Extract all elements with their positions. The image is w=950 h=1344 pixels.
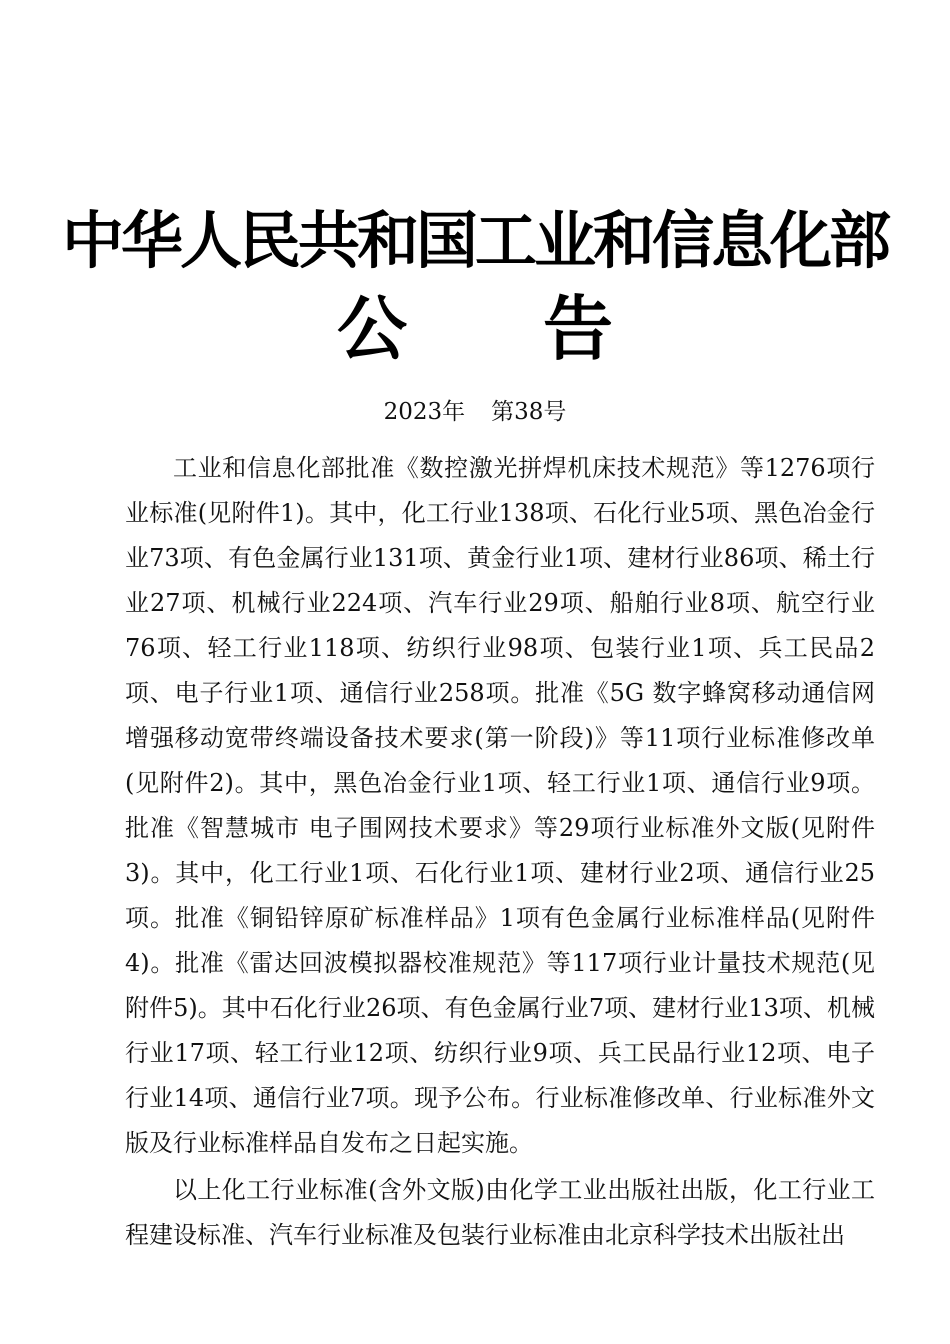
notice-title-char-2: 告 (543, 288, 613, 370)
document-issue-number: 第38号 (491, 399, 567, 425)
body-paragraph-1: 工业和信息化部批准《数控激光拼焊机床技术规范》等1276项行业标准(见附件1)。其中，化工行业138项、石化行业5项、黑色冶金行业73项、有色金属行业131项、黄金行业1项、建材行业86项、稀土行业27项、机械行业224项、汽车行业29项、船舶行业8项、航空行业76项、轻工行业118项、纺织行业98项、包装行业1项、兵工民品2项、电子行业1项、通信行业258项。批准《5G 数字蜂窝移动通信网 增强移动宽带终端设备技术要求(第一阶段)》等11项行业标准修改单(见附件2)。其中，黑色冶金行业1项、轻工行业1项、通信行业9项。批准《智慧城市 电子围网技术要求》等29项行业标准外文版(见附件3)。其中，化工行业1项、石化行业1项、建材行业2项、通信行业25项。批准《铜铅锌原矿标准样品》1项有色金属行业标准样品(见附件4)。批准《雷达回波模拟器校准规范》等117项行业计量技术规范(见附件5)。其中石化行业26项、有色金属行业7项、建材行业13项、机械行业17项、轻工行业12项、纺织行业9项、兵工民品行业12项、电子行业14项、通信行业7项。现予公布。行业标准修改单、行业标准外文版及行业标准样品自发布之日起实施。 (125, 454, 875, 1157)
ministry-title: 中华人民共和国工业和信息化部 (61, 204, 888, 277)
body-paragraph-2: 以上化工行业标准(含外文版)由化学工业出版社出版，化工行业工程建设标准、汽车行业标准及包装行业标准由北京科学技术出版社出 (125, 1176, 875, 1249)
document-year: 2023年 (383, 399, 466, 425)
document-number (0, 394, 950, 430)
notice-title (0, 284, 950, 374)
notice-title-char-1: 公 (337, 288, 407, 370)
